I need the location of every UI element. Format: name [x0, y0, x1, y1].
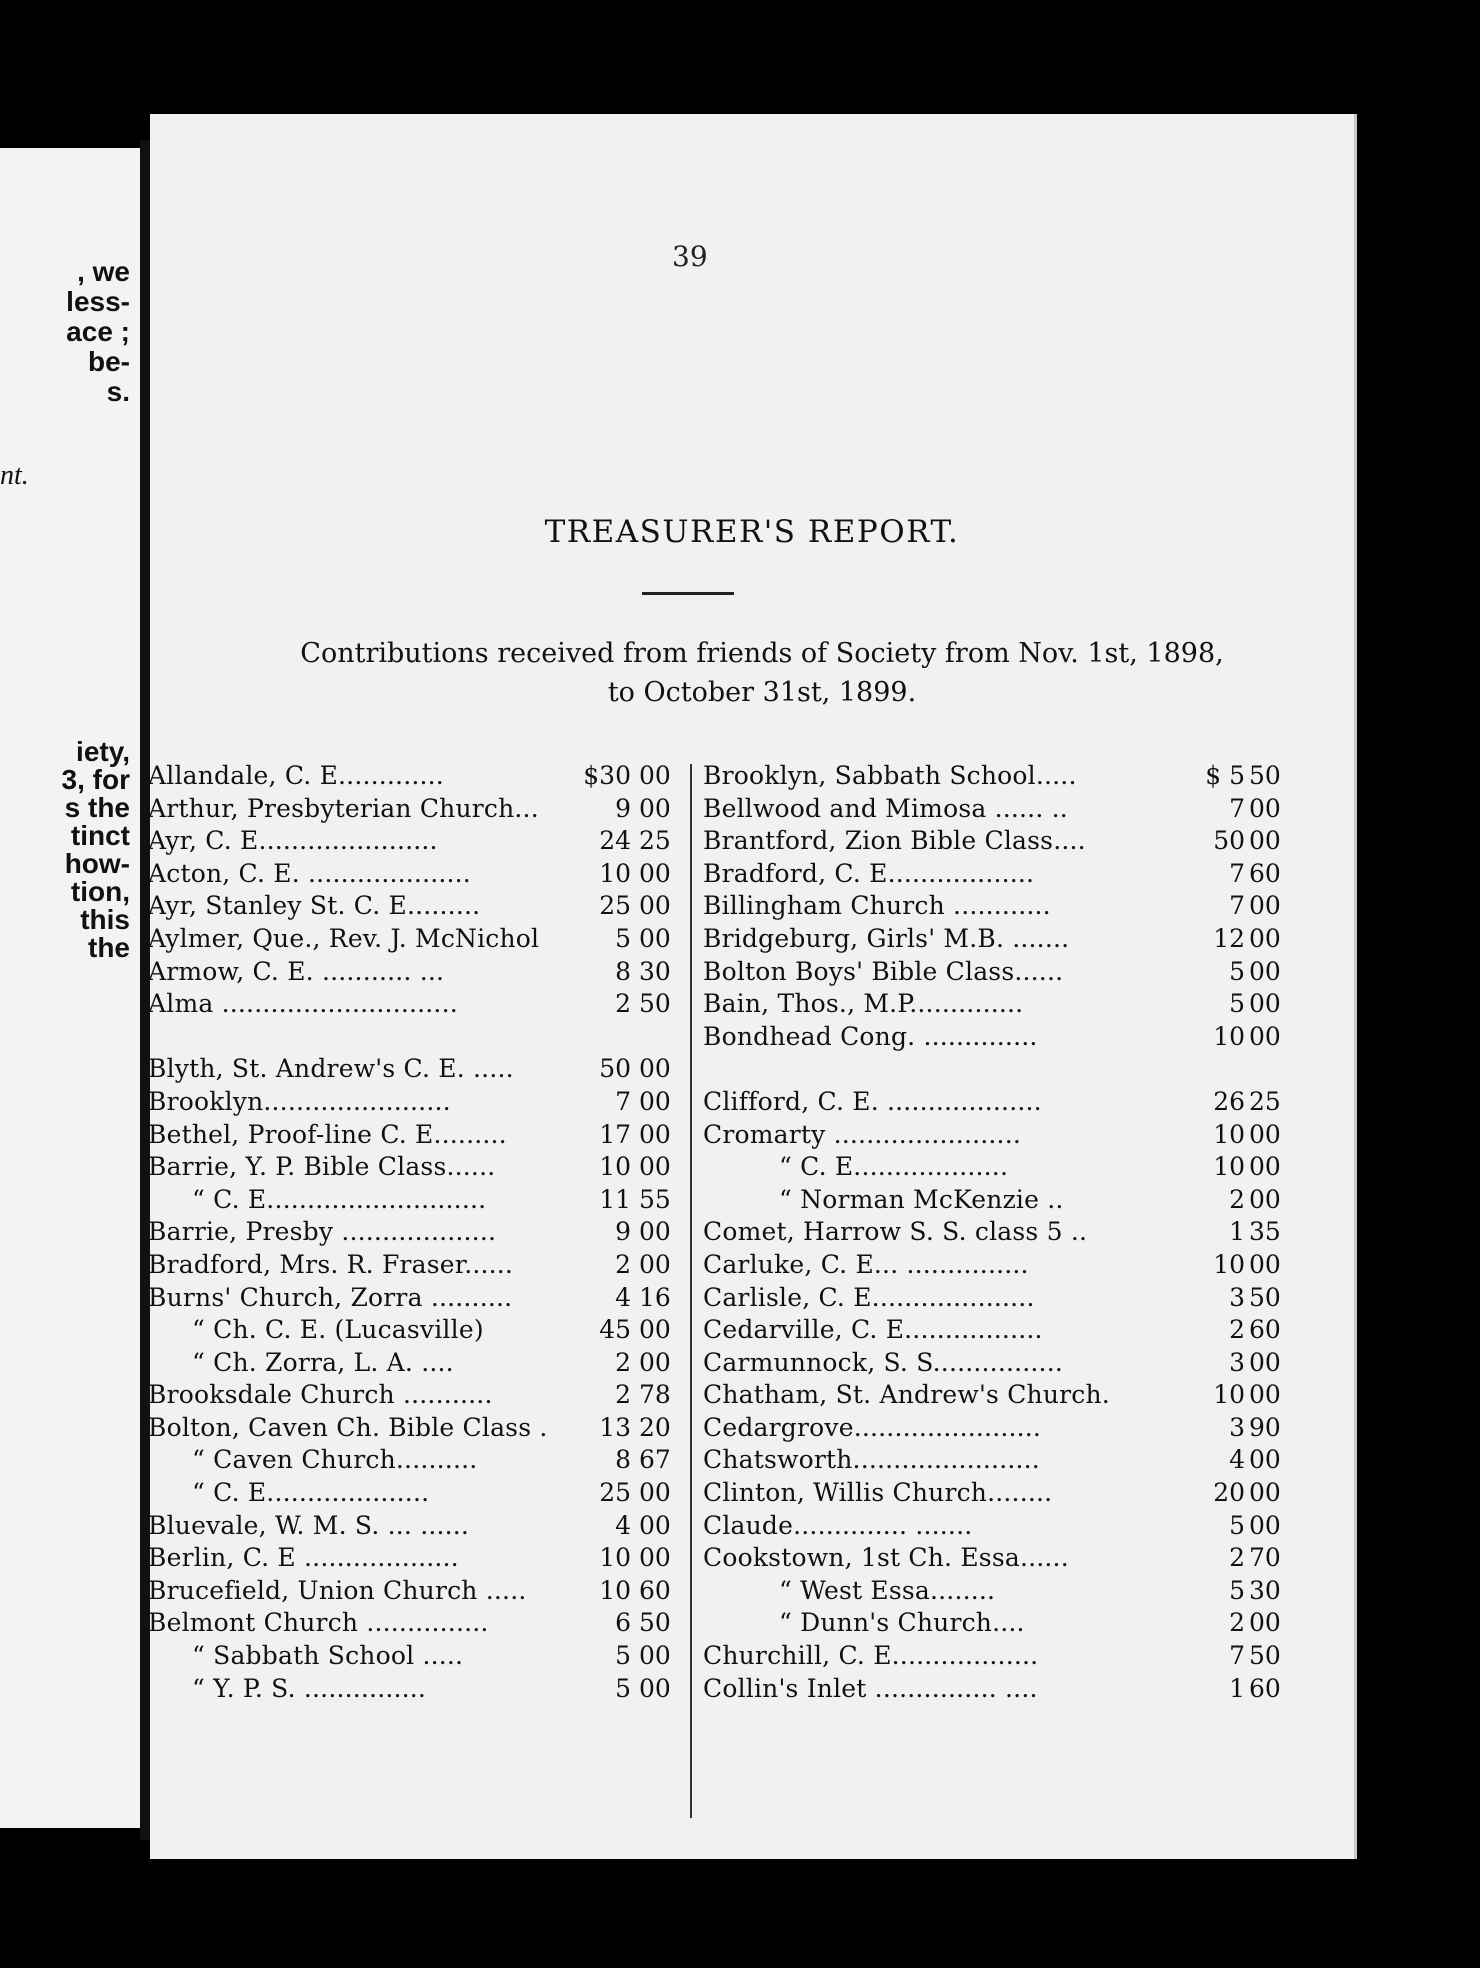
contribution-row — [148, 1575, 683, 1608]
amount-dollars: 50 — [599, 1054, 631, 1084]
contributor-name: Clifford, C. E. ................... — [703, 1086, 1042, 1116]
amount-dollars: 10 — [1213, 1380, 1245, 1410]
contributor-name: “ C. E................... — [779, 1152, 1009, 1182]
contribution-row — [148, 1053, 683, 1086]
contributor-name: Carluke, C. E... ............... — [703, 1249, 1029, 1279]
contribution-row — [703, 1607, 1293, 1640]
contributor-name: Bradford, Mrs. R. Fraser...... — [148, 1249, 514, 1279]
amount-cents: 30 — [639, 956, 671, 986]
contributor-name: Collin's Inlet ............... .... — [703, 1673, 1038, 1703]
adjacent-page-text: this — [80, 904, 130, 935]
contributor-name: “ Sabbath School ..... — [192, 1641, 464, 1671]
contribution-row — [148, 1477, 683, 1510]
amount-cents: 00 — [1249, 1380, 1281, 1410]
contributor-name: “ C. E........................... — [192, 1184, 487, 1214]
amount-cents: 50 — [1249, 1641, 1281, 1671]
amount-dollars: 2 — [1229, 1543, 1245, 1573]
contributor-name: Billingham Church ............ — [703, 891, 1051, 921]
amount-dollars: 8 — [615, 956, 631, 986]
amount-dollars: 5 — [1229, 1575, 1245, 1605]
contribution-row — [148, 1510, 683, 1543]
contribution-row — [703, 1510, 1293, 1543]
contribution-row — [703, 890, 1293, 923]
contributor-name: “ Norman McKenzie .. — [779, 1184, 1064, 1214]
contribution-row — [148, 1021, 683, 1054]
contribution-row — [148, 1640, 683, 1673]
adjacent-page-text: 3, for — [61, 764, 130, 795]
amount-cents: 00 — [1249, 1478, 1281, 1508]
contributor-name: Cedarville, C. E................. — [703, 1315, 1043, 1345]
contributor-name: Acton, C. E. .................... — [148, 858, 471, 888]
amount-cents: 00 — [1249, 793, 1281, 823]
contributor-name: Alma ............................. — [148, 989, 458, 1019]
amount-cents: 00 — [639, 923, 671, 953]
contributor-name: Barrie, Presby ................... — [148, 1217, 497, 1247]
contributor-name: “ West Essa........ — [779, 1575, 996, 1605]
amount-cents: 00 — [1249, 1021, 1281, 1051]
amount-cents: 00 — [1249, 1347, 1281, 1377]
amount-dollars: 7 — [1229, 858, 1245, 888]
amount-cents: 20 — [639, 1412, 671, 1442]
title-rule — [642, 592, 734, 595]
amount-dollars: 9 — [615, 793, 631, 823]
column-divider — [690, 764, 692, 1818]
contribution-row — [148, 1086, 683, 1119]
contributions-column-right — [703, 760, 1293, 1705]
contribution-row — [148, 1151, 683, 1184]
amount-dollars: 10 — [599, 1152, 631, 1182]
amount-dollars: 7 — [615, 1086, 631, 1116]
contribution-row — [148, 793, 683, 826]
contribution-row — [703, 1347, 1293, 1380]
amount-dollars: 7 — [1229, 891, 1245, 921]
contributor-name: “ C. E.................... — [192, 1478, 430, 1508]
report-title: TREASURER'S REPORT. — [544, 514, 960, 550]
adjacent-page-text: iety, — [76, 736, 130, 767]
contributor-name: Chatham, St. Andrew's Church. — [703, 1380, 1110, 1410]
contributor-name: Aylmer, Que., Rev. J. McNichol — [148, 923, 540, 953]
amount-dollars: 11 — [599, 1184, 631, 1214]
amount-cents: 67 — [639, 1445, 671, 1475]
contributor-name: Barrie, Y. P. Bible Class...... — [148, 1152, 496, 1182]
amount-cents: 00 — [1249, 1119, 1281, 1149]
contributor-name: Belmont Church ............... — [148, 1608, 489, 1638]
amount-cents: 00 — [1249, 989, 1281, 1019]
amount-dollars: 25 — [599, 891, 631, 921]
amount-dollars: $30 — [583, 761, 631, 790]
contributor-name: “ Ch. C. E. (Lucasville) — [192, 1315, 484, 1345]
amount-dollars: 2 — [1229, 1608, 1245, 1638]
amount-dollars: 3 — [1229, 1347, 1245, 1377]
amount-cents: 25 — [639, 826, 671, 856]
adjacent-page-text: s. — [106, 376, 130, 407]
amount-cents: 00 — [1249, 1152, 1281, 1182]
contribution-row — [148, 956, 683, 989]
contribution-row — [703, 1673, 1293, 1706]
amount-dollars: 5 — [1229, 1510, 1245, 1540]
amount-dollars: 2 — [615, 989, 631, 1019]
contributor-name: Brooksdale Church ........... — [148, 1380, 493, 1410]
amount-dollars: 6 — [615, 1608, 631, 1638]
report-subtitle — [210, 634, 1314, 712]
contribution-row — [148, 1314, 683, 1347]
contribution-row — [703, 1216, 1293, 1249]
amount-cents: 00 — [1249, 1510, 1281, 1540]
amount-cents: 00 — [639, 891, 671, 921]
amount-dollars: 10 — [1213, 1119, 1245, 1149]
contribution-row — [703, 956, 1293, 989]
contribution-row — [148, 1412, 683, 1445]
contribution-row — [148, 1119, 683, 1152]
subtitle-line-2: to October 31st, 1899. — [607, 677, 917, 708]
amount-dollars: 1 — [1229, 1217, 1245, 1247]
amount-dollars: 5 — [615, 923, 631, 953]
contribution-row — [148, 760, 683, 793]
amount-dollars: 26 — [1213, 1086, 1245, 1116]
amount-dollars: 13 — [599, 1412, 631, 1442]
contribution-row — [148, 1379, 683, 1412]
amount-cents: 00 — [639, 1054, 671, 1084]
contribution-row — [703, 793, 1293, 826]
amount-dollars: 12 — [1213, 923, 1245, 953]
contributor-name: Ayr, Stanley St. C. E......... — [148, 891, 481, 921]
amount-cents: 30 — [1249, 1575, 1281, 1605]
subtitle-line-1: Contributions received from friends of Society from Nov. 1st, 1898, — [300, 638, 1224, 669]
amount-dollars: 8 — [615, 1445, 631, 1475]
amount-cents: 50 — [639, 989, 671, 1019]
contributor-name: Bolton Boys' Bible Class...... — [703, 956, 1064, 986]
contribution-row — [703, 1053, 1293, 1086]
contributor-name: Bellwood and Mimosa ...... .. — [703, 793, 1068, 823]
contribution-row — [703, 1477, 1293, 1510]
amount-cents: 90 — [1249, 1412, 1281, 1442]
amount-cents: 00 — [639, 1315, 671, 1345]
amount-cents: 00 — [639, 793, 671, 823]
amount-cents: 70 — [1249, 1543, 1281, 1573]
amount-dollars: 5 — [615, 1641, 631, 1671]
adjacent-page-text: tion, — [70, 876, 130, 907]
contributor-name: “ Caven Church.......... — [192, 1445, 478, 1475]
amount-cents: 00 — [639, 761, 671, 790]
contribution-row — [703, 1184, 1293, 1217]
amount-dollars: 7 — [1229, 793, 1245, 823]
contributor-name: Bradford, C. E.................. — [703, 858, 1035, 888]
contribution-row — [148, 1249, 683, 1282]
contribution-row — [148, 1607, 683, 1640]
contributor-name: Bethel, Proof-line C. E......... — [148, 1119, 507, 1149]
amount-dollars: 2 — [1229, 1315, 1245, 1345]
contribution-row — [703, 988, 1293, 1021]
amount-cents: 00 — [1249, 923, 1281, 953]
amount-cents: 00 — [639, 1543, 671, 1573]
contribution-row — [148, 1444, 683, 1477]
contributor-name: Burns' Church, Zorra .......... — [148, 1282, 513, 1312]
adjacent-page-text: s the — [64, 792, 130, 823]
adjacent-page-text: the — [88, 932, 130, 963]
contribution-row — [148, 988, 683, 1021]
contributor-name: Cromarty ....................... — [703, 1119, 1021, 1149]
amount-dollars: 5 — [1229, 956, 1245, 986]
amount-cents: 00 — [1249, 1445, 1281, 1475]
contribution-row — [703, 1282, 1293, 1315]
contribution-row — [703, 858, 1293, 891]
amount-dollars: 4 — [615, 1510, 631, 1540]
amount-dollars: 20 — [1213, 1478, 1245, 1508]
contribution-row — [703, 923, 1293, 956]
amount-cents: 00 — [639, 1347, 671, 1377]
contributor-name: Bridgeburg, Girls' M.B. ....... — [703, 923, 1070, 953]
adjacent-page-text: nt. — [0, 460, 29, 491]
adjacent-page-text: how- — [64, 848, 130, 879]
amount-dollars: 5 — [615, 1673, 631, 1703]
contributor-name: Brucefield, Union Church ..... — [148, 1575, 527, 1605]
adjacent-page-fragment — [0, 148, 140, 1828]
contribution-row — [703, 1119, 1293, 1152]
amount-cents: 00 — [639, 1641, 671, 1671]
amount-dollars: 2 — [1229, 1184, 1245, 1214]
contribution-row — [703, 1412, 1293, 1445]
contribution-row — [703, 760, 1293, 793]
contribution-row — [148, 1282, 683, 1315]
amount-cents: 00 — [1249, 956, 1281, 986]
adjacent-page-text: less- — [66, 286, 130, 317]
amount-dollars: 4 — [1229, 1445, 1245, 1475]
contribution-row — [148, 923, 683, 956]
amount-dollars: 7 — [1229, 1641, 1245, 1671]
amount-dollars: 50 — [1213, 826, 1245, 856]
amount-dollars: 45 — [599, 1315, 631, 1345]
contributor-name: Carmunnock, S. S................ — [703, 1347, 1064, 1377]
amount-cents: 16 — [639, 1282, 671, 1312]
contributor-name: “ Ch. Zorra, L. A. .... — [192, 1347, 454, 1377]
contributor-name: Claude.............. ....... — [703, 1510, 973, 1540]
amount-cents: 25 — [1249, 1086, 1281, 1116]
amount-dollars: 2 — [615, 1380, 631, 1410]
adjacent-page-text: ace ; — [66, 316, 130, 347]
amount-dollars: 24 — [599, 826, 631, 856]
contribution-row — [703, 1151, 1293, 1184]
contribution-row — [703, 825, 1293, 858]
amount-cents: 60 — [1249, 858, 1281, 888]
amount-dollars: 10 — [1213, 1249, 1245, 1279]
contributor-name: “ Dunn's Church.... — [779, 1608, 1025, 1638]
page-number: 39 — [672, 240, 708, 273]
amount-cents: 00 — [1249, 1608, 1281, 1638]
contribution-row — [148, 890, 683, 923]
amount-dollars: 10 — [1213, 1152, 1245, 1182]
contributor-name: Carlisle, C. E.................... — [703, 1282, 1035, 1312]
contribution-row — [703, 1021, 1293, 1054]
amount-cents: 60 — [1249, 1315, 1281, 1345]
adjacent-page-text: , we — [77, 256, 130, 287]
contribution-row — [703, 1640, 1293, 1673]
contributor-name: Bain, Thos., M.P.............. — [703, 989, 1024, 1019]
contributor-name: Bolton, Caven Ch. Bible Class . — [148, 1412, 548, 1442]
contribution-row — [148, 1184, 683, 1217]
amount-dollars: 2 — [615, 1347, 631, 1377]
adjacent-page-text: be- — [88, 346, 130, 377]
amount-cents: 00 — [1249, 1184, 1281, 1214]
contribution-row — [148, 825, 683, 858]
amount-cents: 50 — [1249, 1282, 1281, 1312]
contributor-name: Arthur, Presbyterian Church... — [148, 793, 539, 823]
contributor-name: Cedargrove....................... — [703, 1412, 1042, 1442]
amount-cents: 50 — [639, 1608, 671, 1638]
contributor-name: Berlin, C. E ................... — [148, 1543, 459, 1573]
contributor-name: Allandale, C. E............. — [148, 761, 444, 790]
amount-dollars: 10 — [599, 1575, 631, 1605]
amount-cents: 00 — [639, 1086, 671, 1116]
amount-cents: 00 — [639, 1119, 671, 1149]
page — [150, 114, 1357, 1859]
amount-dollars: 3 — [1229, 1412, 1245, 1442]
contribution-row — [703, 1542, 1293, 1575]
contributor-name: Ayr, C. E...................... — [148, 826, 438, 856]
contributor-name: Chatsworth....................... — [703, 1445, 1040, 1475]
amount-cents: 00 — [639, 858, 671, 888]
contribution-row — [148, 1347, 683, 1380]
amount-cents: 00 — [639, 1510, 671, 1540]
amount-cents: 00 — [639, 1478, 671, 1508]
amount-cents: 78 — [639, 1380, 671, 1410]
contribution-row — [703, 1444, 1293, 1477]
contributor-name: Cookstown, 1st Ch. Essa...... — [703, 1543, 1069, 1573]
amount-dollars: 9 — [615, 1217, 631, 1247]
amount-dollars: 2 — [615, 1249, 631, 1279]
amount-cents: 60 — [639, 1575, 671, 1605]
amount-cents: 35 — [1249, 1217, 1281, 1247]
contributor-name: Brooklyn....................... — [148, 1086, 451, 1116]
amount-cents: 50 — [1249, 761, 1281, 790]
amount-cents: 55 — [639, 1184, 671, 1214]
amount-dollars: 5 — [1229, 989, 1245, 1019]
amount-cents: 00 — [639, 1217, 671, 1247]
amount-dollars: 10 — [599, 858, 631, 888]
contributor-name: Bluevale, W. M. S. ... ...... — [148, 1510, 470, 1540]
amount-dollars: $ 5 — [1205, 761, 1245, 790]
amount-cents: 00 — [1249, 1249, 1281, 1279]
amount-dollars: 1 — [1229, 1673, 1245, 1703]
amount-cents: 00 — [1249, 826, 1281, 856]
amount-dollars: 10 — [599, 1543, 631, 1573]
contributor-name: Churchill, C. E.................. — [703, 1641, 1039, 1671]
contribution-row — [703, 1575, 1293, 1608]
amount-dollars: 10 — [1213, 1021, 1245, 1051]
amount-dollars: 17 — [599, 1119, 631, 1149]
amount-dollars: 3 — [1229, 1282, 1245, 1312]
contributor-name: Brooklyn, Sabbath School..... — [703, 761, 1077, 790]
contribution-row — [148, 858, 683, 891]
contributor-name: Brantford, Zion Bible Class.... — [703, 826, 1086, 856]
amount-dollars: 25 — [599, 1478, 631, 1508]
adjacent-page-text: tinct — [70, 820, 130, 851]
contributor-name: Comet, Harrow S. S. class 5 .. — [703, 1217, 1088, 1247]
contribution-row — [703, 1379, 1293, 1412]
contribution-row — [703, 1086, 1293, 1119]
contributor-name: Clinton, Willis Church........ — [703, 1478, 1053, 1508]
contributor-name: Armow, C. E. ........... ... — [148, 956, 445, 986]
contribution-row — [703, 1314, 1293, 1347]
amount-dollars: 4 — [615, 1282, 631, 1312]
amount-cents: 00 — [639, 1249, 671, 1279]
amount-cents: 00 — [1249, 891, 1281, 921]
contributor-name: “ Y. P. S. ............... — [192, 1673, 427, 1703]
amount-cents: 00 — [639, 1152, 671, 1182]
amount-cents: 00 — [639, 1673, 671, 1703]
contributor-name: Bondhead Cong. .............. — [703, 1021, 1038, 1051]
contributor-name: Blyth, St. Andrew's C. E. ..... — [148, 1054, 514, 1084]
contribution-row — [703, 1249, 1293, 1282]
contribution-row — [148, 1216, 683, 1249]
contributions-column-left — [148, 760, 683, 1705]
contribution-row — [148, 1542, 683, 1575]
contribution-row — [148, 1673, 683, 1706]
amount-cents: 60 — [1249, 1673, 1281, 1703]
